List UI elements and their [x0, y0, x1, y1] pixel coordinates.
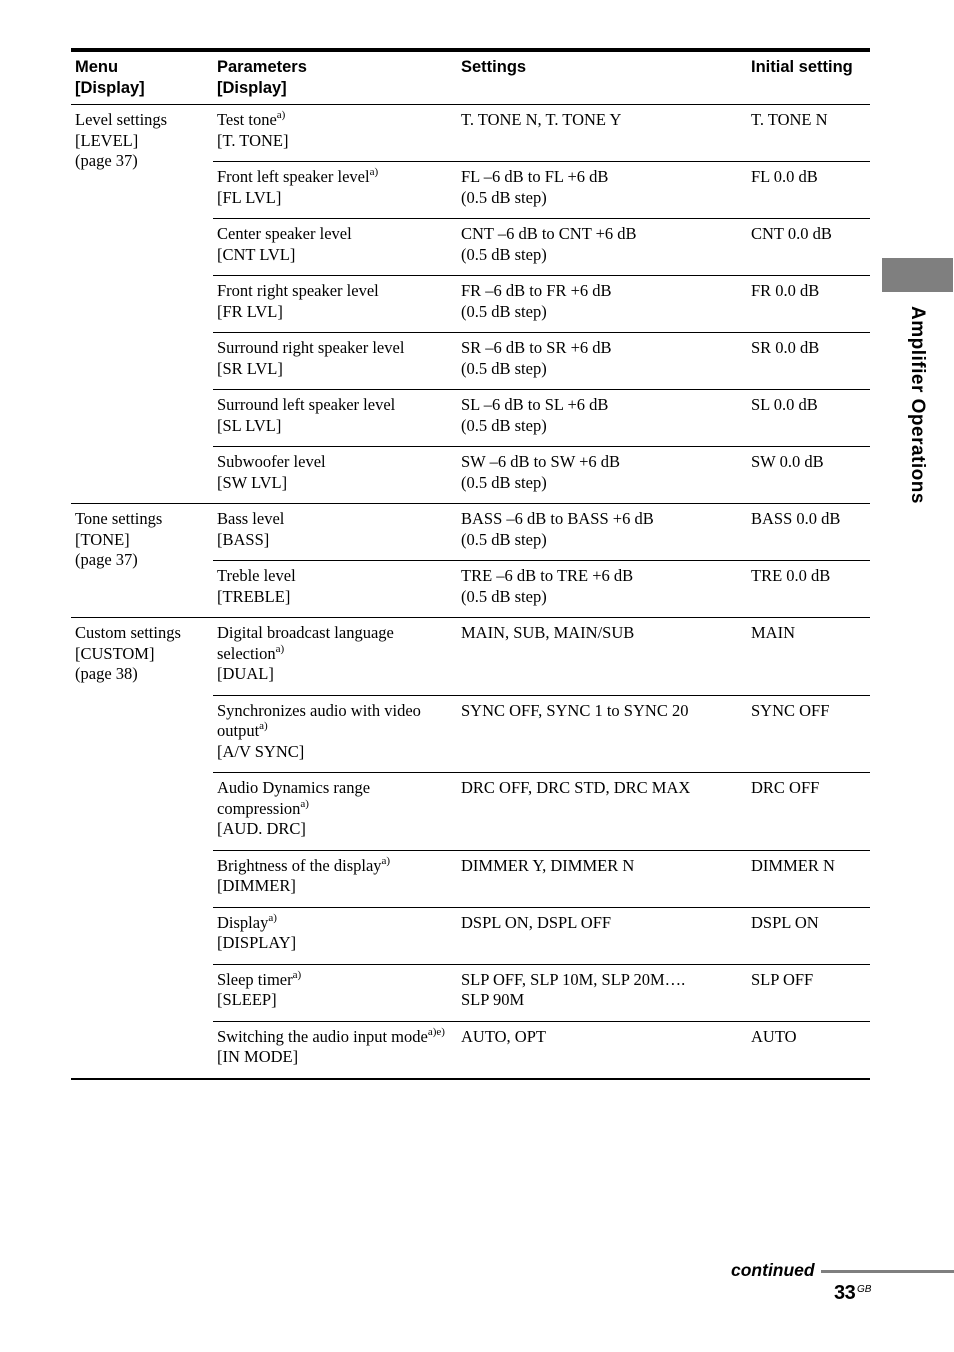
parameter-cell: [213, 773, 457, 851]
parameter-name: Synchronizes audio with video output: [217, 700, 421, 740]
parameter-name: Brightness of the display: [217, 855, 382, 875]
parameter-display: [FL LVL]: [217, 187, 282, 207]
table-row: [71, 504, 870, 561]
settings-cell: BASS –6 dB to BASS +6 dB (0.5 dB step): [457, 504, 747, 561]
settings-cell: DSPL ON, DSPL OFF: [457, 907, 747, 964]
parameter-display: [CNT LVL]: [217, 244, 296, 264]
settings-cell: CNT –6 dB to CNT +6 dB (0.5 dB step): [457, 219, 747, 276]
footnote-marker: a)e): [427, 1025, 445, 1038]
parameter-display: [SL LVL]: [217, 415, 282, 435]
menu-cell: Tone settings [TONE] (page 37): [71, 504, 213, 618]
footnote-marker: a): [259, 720, 268, 732]
parameter-display: [FR LVL]: [217, 301, 283, 321]
parameter-display: [IN MODE]: [217, 1047, 299, 1066]
settings-cell: MAIN, SUB, MAIN/SUB: [457, 618, 747, 696]
footnote-marker: a): [268, 911, 277, 924]
settings-cell: SW –6 dB to SW +6 dB (0.5 dB step): [457, 447, 747, 504]
parameter-display: [DISPLAY]: [217, 933, 297, 952]
table-body: [71, 105, 870, 1079]
parameter-name: Display: [217, 912, 269, 932]
footnote-marker: a): [300, 797, 309, 810]
parameter-display: [TREBLE]: [217, 586, 291, 606]
header-row: [71, 50, 870, 105]
header-settings: Settings: [457, 50, 747, 105]
parameter-display: [SLEEP]: [217, 990, 277, 1009]
parameter-cell: [213, 390, 457, 447]
initial-setting-cell: FL 0.0 dB: [747, 162, 870, 219]
parameter-cell: [213, 1021, 457, 1079]
parameter-display: [BASS]: [217, 529, 270, 549]
parameter-name: Test tone: [217, 110, 277, 129]
parameter-display: [DUAL]: [217, 664, 274, 683]
settings-cell: FL –6 dB to FL +6 dB (0.5 dB step): [457, 162, 747, 219]
initial-setting-cell: DSPL ON: [747, 907, 870, 964]
initial-setting-cell: SLP OFF: [747, 964, 870, 1021]
parameter-cell: [213, 618, 457, 696]
settings-cell: FR –6 dB to FR +6 dB (0.5 dB step): [457, 276, 747, 333]
settings-cell: T. TONE N, T. TONE Y: [457, 105, 747, 162]
settings-cell: DIMMER Y, DIMMER N: [457, 850, 747, 907]
initial-setting-cell: CNT 0.0 dB: [747, 219, 870, 276]
page-number: 33: [834, 1282, 856, 1304]
parameter-name: Surround right speaker level: [217, 338, 405, 357]
settings-cell: SLP OFF, SLP 10M, SLP 20M…. SLP 90M: [457, 964, 747, 1021]
page-suffix: GB: [857, 1284, 872, 1295]
parameter-cell: [213, 276, 457, 333]
parameter-display: [SW LVL]: [217, 472, 288, 492]
footnote-marker: a): [276, 109, 286, 121]
parameter-name: Center speaker level: [217, 224, 352, 243]
initial-setting-cell: T. TONE N: [747, 105, 870, 162]
parameter-name: Sleep timer: [217, 969, 293, 989]
parameter-display: [T. TONE]: [217, 130, 289, 150]
initial-setting-cell: SW 0.0 dB: [747, 447, 870, 504]
continued-rule: [821, 1270, 954, 1273]
parameter-name: Subwoofer level: [217, 452, 326, 471]
parameter-name: Treble level: [217, 566, 296, 585]
settings-cell: SR –6 dB to SR +6 dB (0.5 dB step): [457, 333, 747, 390]
parameter-cell: [213, 105, 457, 162]
table-row: [71, 105, 870, 162]
settings-cell: AUTO, OPT: [457, 1021, 747, 1079]
footnote-marker: a): [369, 166, 379, 178]
side-tab-label: Amplifier Operations: [907, 306, 928, 504]
header-menu: Menu [Display]: [71, 50, 213, 105]
parameter-cell: [213, 561, 457, 618]
table-row: [71, 618, 870, 696]
parameter-display: [AUD. DRC]: [217, 819, 306, 838]
parameter-name: Digital broadcast language selection: [217, 623, 394, 663]
settings-cell: SYNC OFF, SYNC 1 to SYNC 20: [457, 695, 747, 773]
parameter-name: Front right speaker level: [217, 281, 379, 300]
parameter-name: Switching the audio input mode: [217, 1026, 428, 1046]
initial-setting-cell: DIMMER N: [747, 850, 870, 907]
initial-setting-cell: SL 0.0 dB: [747, 390, 870, 447]
parameter-display: [DIMMER]: [217, 876, 296, 895]
parameter-cell: [213, 504, 457, 561]
initial-setting-cell: TRE 0.0 dB: [747, 561, 870, 618]
header-parameters: Parameters [Display]: [213, 50, 457, 105]
initial-setting-cell: SR 0.0 dB: [747, 333, 870, 390]
parameter-cell: [213, 695, 457, 773]
initial-setting-cell: DRC OFF: [747, 773, 870, 851]
parameter-name: Front left speaker level: [217, 167, 370, 186]
initial-setting-cell: SYNC OFF: [747, 695, 870, 773]
side-tab-marker: [882, 258, 953, 292]
menu-cell: Level settings [LEVEL] (page 37): [71, 105, 213, 504]
initial-setting-cell: AUTO: [747, 1021, 870, 1079]
parameter-name: Audio Dynamics range compression: [217, 778, 371, 818]
settings-cell: DRC OFF, DRC STD, DRC MAX: [457, 773, 747, 851]
parameter-display: [A/V SYNC]: [217, 741, 305, 761]
parameter-cell: [213, 333, 457, 390]
initial-setting-cell: BASS 0.0 dB: [747, 504, 870, 561]
footnote-marker: a): [292, 968, 302, 981]
menu-cell: Custom settings [CUSTOM] (page 38): [71, 618, 213, 1079]
parameter-name: Surround left speaker level: [217, 395, 396, 414]
parameter-cell: [213, 907, 457, 964]
parameter-cell: [213, 850, 457, 907]
settings-cell: SL –6 dB to SL +6 dB (0.5 dB step): [457, 390, 747, 447]
initial-setting-cell: MAIN: [747, 618, 870, 696]
continued-label: continued: [731, 1260, 815, 1280]
settings-table: [71, 48, 870, 1080]
footnote-marker: a): [275, 642, 285, 655]
parameter-cell: [213, 964, 457, 1021]
parameter-cell: [213, 219, 457, 276]
parameter-cell: [213, 447, 457, 504]
parameter-cell: [213, 162, 457, 219]
initial-setting-cell: FR 0.0 dB: [747, 276, 870, 333]
header-initial-setting: Initial setting: [747, 50, 870, 105]
parameter-display: [SR LVL]: [217, 358, 283, 378]
settings-cell: TRE –6 dB to TRE +6 dB (0.5 dB step): [457, 561, 747, 618]
footnote-marker: a): [381, 854, 391, 867]
parameter-name: Bass level: [217, 509, 285, 528]
